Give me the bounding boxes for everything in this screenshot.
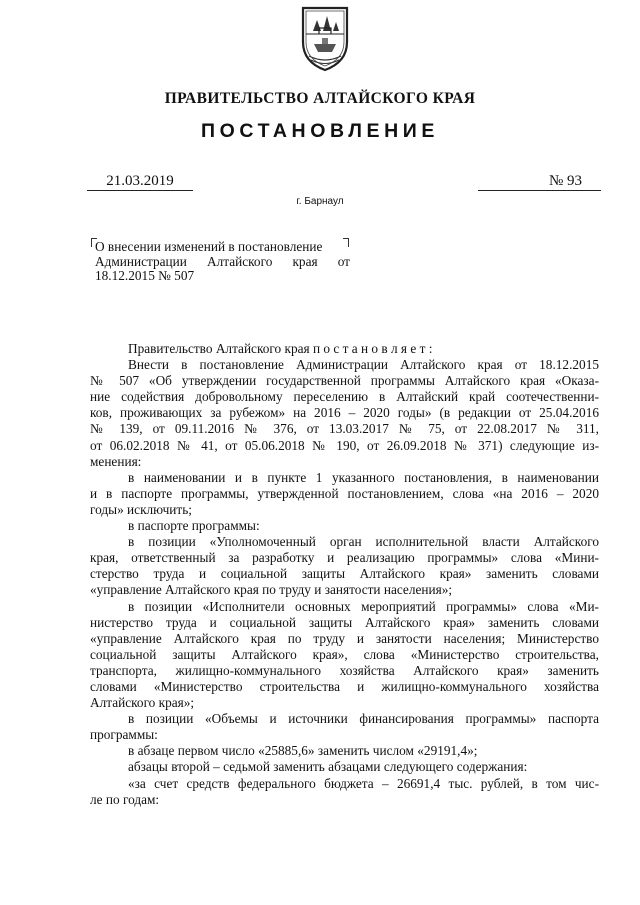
body-line: в позиции «Уполномоченный орган исполнительной власти Алтайского [128,534,599,550]
body-line: транспорта, жилищно-коммунального хозяйства Алтайского края» заменить [90,662,599,678]
number-underline [478,190,601,191]
body-line: годы» исключить; [90,501,192,517]
document-number: № 93 [548,173,582,189]
body-line: в позиции «Объемы и источники финансирования программы» паспорта [128,711,599,727]
government-name: ПРАВИТЕЛЬСТВО АЛТАЙСКОГО КРАЯ [164,90,476,107]
body-line: в наименовании и в пункте 1 указанного постановления, в наименовании [128,469,599,485]
body-line: ние содействия добровольному переселению в Алтайский край соотечественни- [90,389,599,405]
body-line: «за счет средств федерального бюджета – 26691,4 тыс. рублей, в том чис- [128,775,599,791]
body-line: в паспорте программы: [128,518,260,534]
body-line: менения: [90,453,142,469]
document-date: 21.03.2019 [106,173,174,189]
body-line: программы: [90,727,158,743]
subject-line: 18.12.2015 № 507 [95,268,195,283]
body-line: от 06.02.2018 № 41, от 05.06.2018 № 190, от 26.09.2018 № 371) следующие из- [90,437,599,453]
body-line: в абзаце первом число «25885,6» заменить числом «29191,4»; [128,743,478,759]
body-line: «управление Алтайского края по труду и занятости населения; Министерство [90,630,599,646]
subject-line: О внесении изменений в постановление [95,239,323,254]
body-line: края, ответственный за разработку и реализацию программы» слова «Мини- [90,550,599,566]
date-underline [87,190,193,191]
body-line: № 507 «Об утверждении государственной программы Алтайского края «Оказа- [90,373,599,389]
body-line: № 139, от 09.11.2016 № 376, от 13.03.2017 № 75, от 22.08.2017 № 311, [90,421,599,437]
body-line: ле по годам: [90,791,160,807]
body-line: стерство труда и социальной защиты Алтайского края» заменить словами [90,566,599,582]
body-line: словами «Министерство строительства и жилищно-коммунального хозяйства [90,678,599,694]
body-line: абзацы второй – седьмой заменить абзацами следующего содержания: [128,759,528,775]
document-body [90,341,599,808]
body-line: социальной защиты Алтайского края», слова «Министерство строительства, [90,646,599,662]
coat-of-arms-emblem [297,4,353,74]
body-line: ков, проживающих за рубежом» на 2016 – 2020 годы» (в редакции от 25.04.2016 [90,405,599,421]
body-line: в позиции «Исполнители основных мероприятий программы» слова «Ми- [128,598,599,614]
body-line: нистерство труда и социальной защиты Алтайского края» заменить словами [90,614,599,630]
body-line: Внести в постановление Администрации Алтайского края от 18.12.2015 [128,357,599,373]
body-line: Правительство Алтайского края п о с т а н о в л я е т : [128,341,433,356]
city-name: г. Барнаул [296,196,344,207]
body-line: «управление Алтайского края по труду и занятости населения»; [90,582,453,598]
document-type-title: ПОСТАНОВЛЕНИЕ [201,120,439,142]
body-line: и в паспорте программы, утвержденной постановлением, слова «на 2016 – 2020 [90,485,599,501]
body-line: Алтайского края»; [90,695,195,711]
document-subject [95,240,350,284]
subject-line: Администрации Алтайского края от [95,253,350,269]
